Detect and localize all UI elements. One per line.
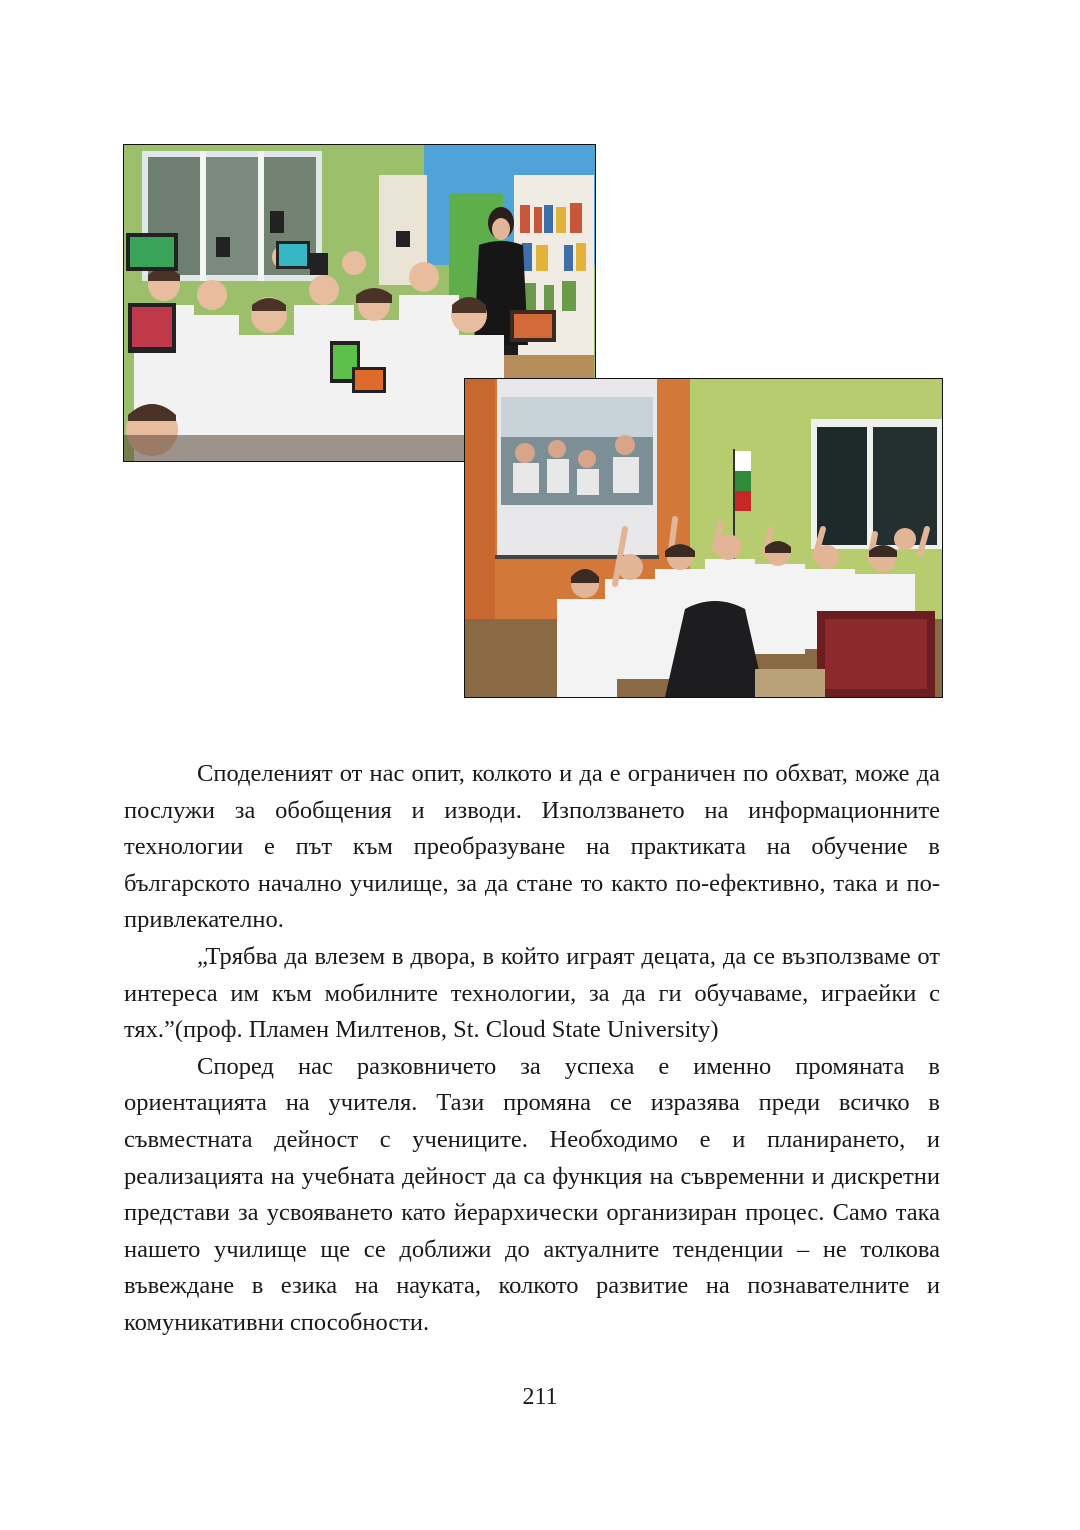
classroom-video-call-photo — [464, 378, 943, 698]
paragraph-2-quote: „Трябва да влезем в двора, в който играят децата, да се възползваме от интереса им към мобилните технологии, за да ги обучаваме, играейки с тях.”(проф. Пламен Милтенов, St. Cloud State University) — [124, 942, 940, 1044]
page-number: 211 — [522, 1384, 558, 1410]
paragraph-1: Споделеният от нас опит, колкото и да е ограничен по обхват, може да послужи за обобщения и изводи. Използването на информационните технологии е път към преобразуване на практиката на обучение в българското начално училище, за да стане то както по-ефективно, така и по-привлекателно. — [124, 760, 940, 934]
body-text — [124, 756, 940, 1342]
paragraph-3: Според нас разковничето за успеха е именно промяната в ориентацията на учителя. Тази промяна се изразява преди всичко в съвместната дейност с учениците. Необходимо е и планирането, и реализацията на учебната дейност да са функция на съвременни и дискретни представи за усвояването като йерархически организиран процес. Само така нашето училище ще се доближи до актуалните тенденции – не толкова въвеждане в езика на науката, колкото развитие на познавателните и комуникативни способности. — [124, 1052, 940, 1336]
